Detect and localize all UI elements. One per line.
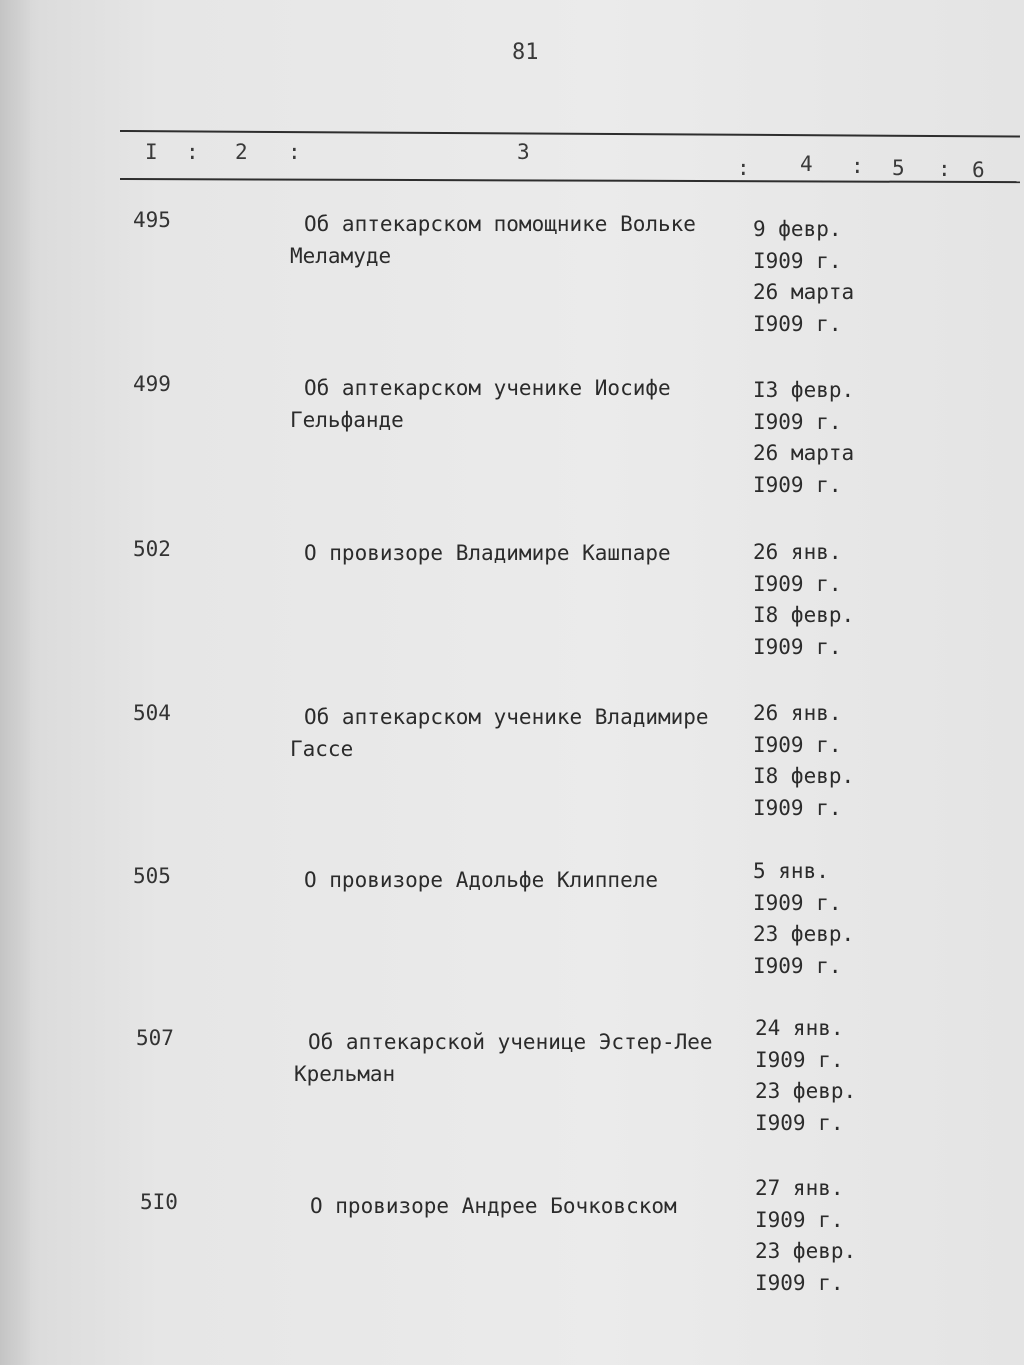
entry-date-start: 24 янв. — [755, 1016, 844, 1040]
entry-dates — [755, 1013, 895, 1139]
entry-year-end: I909 г. — [753, 953, 842, 978]
column-header-1: I — [145, 140, 158, 164]
entry-number: 507 — [136, 1026, 174, 1050]
entry-number: 5I0 — [140, 1190, 178, 1214]
column-separator: : — [737, 156, 750, 180]
entry-title: О провизоре Андрее Бочковском — [310, 1194, 677, 1218]
entry-date-start: 9 февр. — [753, 217, 842, 241]
entry-dates — [753, 375, 893, 501]
entry-number: 499 — [133, 372, 171, 396]
entry-date-start: 26 янв. — [753, 540, 842, 564]
entry-date-start: I3 февр. — [753, 378, 855, 402]
column-header-4: 4 — [800, 152, 813, 176]
entry-year-start: I909 г. — [753, 890, 842, 915]
table-top-rule — [120, 130, 1020, 137]
entry-year-start: I909 г. — [753, 409, 842, 434]
entry-title: Об аптекарском ученике Владимире Гассе — [290, 705, 709, 761]
entry-dates — [753, 856, 893, 982]
entry-year-end: I909 г. — [755, 1110, 844, 1135]
entry-dates — [753, 537, 893, 663]
entry-date-start: 27 янв. — [755, 1176, 844, 1200]
entry-dates — [753, 698, 893, 824]
entry-title: Об аптекарском ученике Иосифе Гельфанде — [290, 376, 671, 432]
entry-date-end: 26 марта — [753, 441, 855, 465]
entry-year-start: I909 г. — [753, 732, 842, 757]
entry-year-start: I909 г. — [755, 1047, 844, 1072]
column-separator: : — [288, 140, 301, 164]
entry-year-start: I909 г. — [753, 248, 842, 273]
entry-number: 505 — [133, 864, 171, 888]
entry-date-end: 23 февр. — [753, 922, 855, 946]
entry-year-end: I909 г. — [753, 311, 842, 336]
entry-title: О провизоре Адольфе Клиппеле — [304, 868, 659, 892]
entry-year-start: I909 г. — [755, 1207, 844, 1232]
entry-year-end: I909 г. — [753, 472, 842, 497]
entry-title: Об аптекарском помощнике Вольке Меламуде — [290, 212, 696, 268]
entry-date-start: 5 янв. — [753, 859, 829, 883]
column-separator: : — [186, 140, 199, 164]
entry-year-end: I909 г. — [755, 1270, 844, 1295]
column-separator: : — [938, 157, 951, 181]
entry-year-start: I909 г. — [753, 571, 842, 596]
entry-date-end: 26 марта — [753, 280, 855, 304]
entry-date-start: 26 янв. — [753, 701, 842, 725]
entry-date-end: I8 февр. — [753, 603, 855, 627]
column-header-3: 3 — [517, 140, 530, 164]
page-number: 81 — [512, 40, 539, 65]
entry-title: Об аптекарской ученице Эстер-Лее Крельман — [294, 1030, 713, 1086]
column-separator: : — [851, 154, 864, 178]
entry-number: 495 — [133, 208, 171, 232]
table-header-row — [0, 140, 1024, 182]
table-header-bottom-rule — [120, 178, 1020, 183]
entry-date-end: 23 февр. — [755, 1079, 857, 1103]
entry-dates — [755, 1173, 895, 1299]
entry-year-end: I909 г. — [753, 634, 842, 659]
entry-date-end: I8 февр. — [753, 764, 855, 788]
entry-dates — [753, 214, 893, 340]
entry-title: О провизоре Владимире Кашпаре — [304, 541, 671, 565]
page-edge-shadow — [0, 0, 30, 1365]
entry-year-end: I909 г. — [753, 795, 842, 820]
column-header-5: 5 — [892, 156, 905, 180]
entry-date-end: 23 февр. — [755, 1239, 857, 1263]
column-header-2: 2 — [235, 140, 248, 164]
column-header-6: 6 — [972, 158, 985, 182]
entry-number: 502 — [133, 537, 171, 561]
entry-number: 504 — [133, 701, 171, 725]
